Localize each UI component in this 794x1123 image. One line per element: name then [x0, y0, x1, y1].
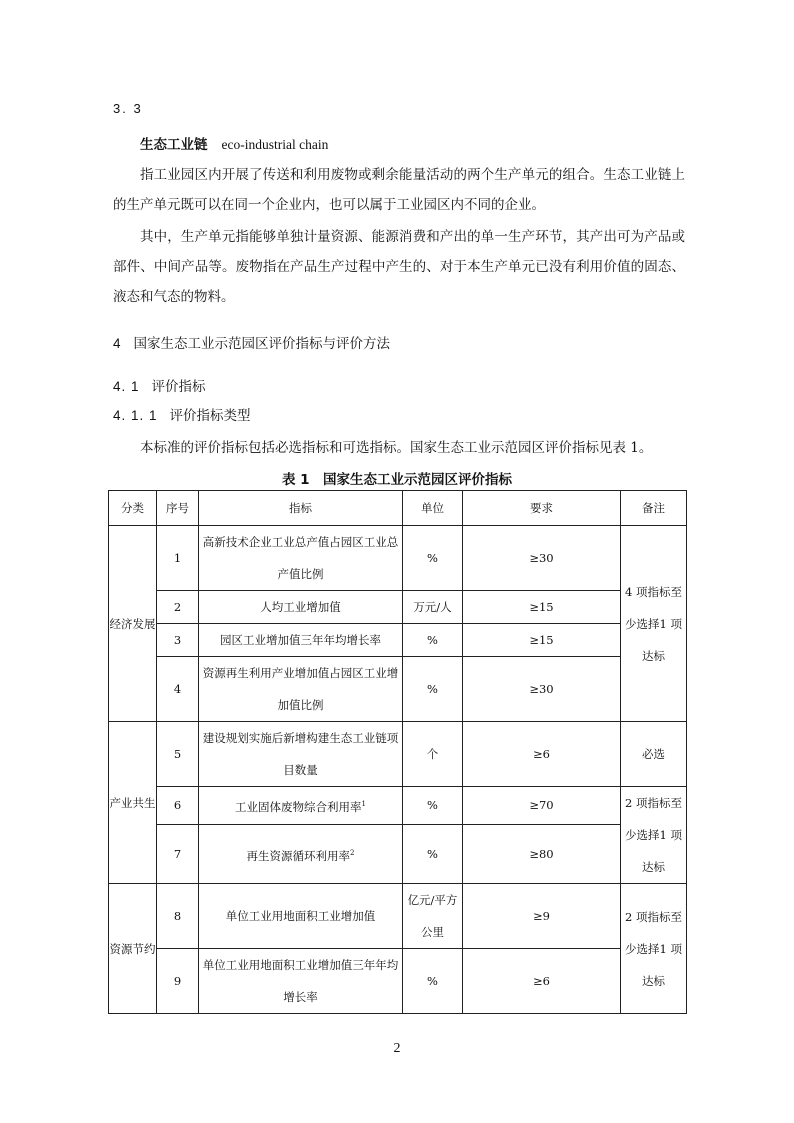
table-caption: 表 1 国家生态工业示范园区评价指标: [281, 472, 513, 488]
note-cell: 必选: [621, 722, 687, 787]
indicator-cell: [199, 787, 403, 825]
table-row: [109, 722, 687, 787]
indicator-cell: 园区工业增加值三年年均增长率: [199, 624, 403, 657]
note-cell: 2 项指标至少选择1 项达标: [621, 884, 687, 1014]
header-cell: 指标: [199, 491, 403, 526]
note-cell: 2 项指标至少选择1 项达标: [621, 787, 687, 884]
number-cell: 7: [157, 824, 199, 883]
unit-cell: 万元/人: [403, 591, 463, 624]
section-number-41: 4. 1: [113, 379, 140, 394]
indicator-table: [108, 490, 687, 1014]
table-row: [109, 526, 687, 591]
explanation-paragraph: 其中，生产单元指能够单独计量资源、能源消费和产出的单一生产环节，其产出可为产品或部件、中间产品等。废物指在产品生产过程中产生的、对于本生产单元已没有利用价值的固态、液态和气态的物料。: [113, 229, 685, 305]
header-cell: 单位: [403, 491, 463, 526]
footnote-marker: 1: [361, 800, 366, 809]
unit-cell: %: [403, 787, 463, 825]
page-number: 2: [393, 1041, 401, 1056]
definition-paragraph: 指工业园区内开展了传送和利用废物或剩余能量活动的两个生产单元的组合。生态工业链上的生产单元既可以在同一个企业内，也可以属于工业园区内不同的企业。: [113, 167, 685, 213]
requirement-cell: ≥30: [463, 526, 621, 591]
requirement-cell: ≥6: [463, 949, 621, 1014]
header-cell: 分类: [109, 491, 157, 526]
footnote-marker: 2: [350, 848, 355, 857]
number-cell: 8: [157, 884, 199, 949]
indicator-cell: 高新技术企业工业总产值占园区工业总产值比例: [199, 526, 403, 591]
unit-cell: %: [403, 624, 463, 657]
unit-cell: %: [403, 657, 463, 722]
table-row: [109, 884, 687, 949]
category-cell: 资源节约: [109, 884, 157, 1014]
unit-cell: 个: [403, 722, 463, 787]
chapter-heading: [113, 332, 390, 352]
indicator-cell: 建设规划实施后新增构建生态工业链项目数量: [199, 722, 403, 787]
number-cell: 1: [157, 526, 199, 591]
header-cell: 要求: [463, 491, 621, 526]
requirement-cell: ≥15: [463, 624, 621, 657]
requirement-cell: ≥9: [463, 884, 621, 949]
number-cell: 4: [157, 657, 199, 722]
number-cell: 3: [157, 624, 199, 657]
requirement-cell: ≥70: [463, 787, 621, 825]
indicator-cell: 单位工业用地面积工业增加值: [199, 884, 403, 949]
number-cell: 2: [157, 591, 199, 624]
unit-cell: %: [403, 949, 463, 1014]
table-row: [109, 657, 687, 722]
indicator-cell: 人均工业增加值: [199, 591, 403, 624]
section-title-41: 评价指标: [151, 379, 206, 395]
number-cell: 6: [157, 787, 199, 825]
number-cell: 5: [157, 722, 199, 787]
intro-paragraph: 本标准的评价指标包括必选指标和可选指标。国家生态工业示范园区评价指标见表 1。: [140, 440, 653, 456]
requirement-cell: ≥80: [463, 824, 621, 883]
table-row: [109, 624, 687, 657]
requirement-cell: ≥15: [463, 591, 621, 624]
term-chinese: 生态工业链: [140, 137, 208, 153]
number-cell: 9: [157, 949, 199, 1014]
table-row: [109, 824, 687, 883]
subsection-number: 4. 1. 1: [113, 408, 158, 423]
term-english: eco-industrial chain: [221, 137, 329, 152]
indicator-cell: [199, 824, 403, 883]
requirement-cell: ≥6: [463, 722, 621, 787]
table-row: [109, 787, 687, 825]
unit-cell: 亿元/平方公里: [403, 884, 463, 949]
subsection-title: 评价指标类型: [169, 408, 251, 424]
indicator-cell: 资源再生利用产业增加值占园区工业增加值比例: [199, 657, 403, 722]
unit-cell: %: [403, 526, 463, 591]
subsection-heading: [113, 404, 251, 424]
term-heading: [140, 133, 328, 153]
requirement-cell: ≥30: [463, 657, 621, 722]
section-heading: [113, 375, 206, 395]
table-row: [109, 591, 687, 624]
indicator-cell: 单位工业用地面积工业增加值三年年均增长率: [199, 949, 403, 1014]
table-header-row: [109, 491, 687, 526]
header-cell: 序号: [157, 491, 199, 526]
category-cell: 经济发展: [109, 526, 157, 722]
header-cell: 备注: [621, 491, 687, 526]
unit-cell: %: [403, 824, 463, 883]
indicator-text: 工业固体废物综合利用率: [235, 799, 362, 814]
table-row: [109, 949, 687, 1014]
category-cell: 产业共生: [109, 722, 157, 884]
section-number: 3. 3: [113, 101, 143, 116]
chapter-number: 4: [113, 336, 122, 351]
indicator-text: 再生资源循环利用率: [246, 848, 351, 863]
note-cell: 4 项指标至少选择1 项达标: [621, 526, 687, 722]
chapter-title: 国家生态工业示范园区评价指标与评价方法: [133, 336, 391, 352]
